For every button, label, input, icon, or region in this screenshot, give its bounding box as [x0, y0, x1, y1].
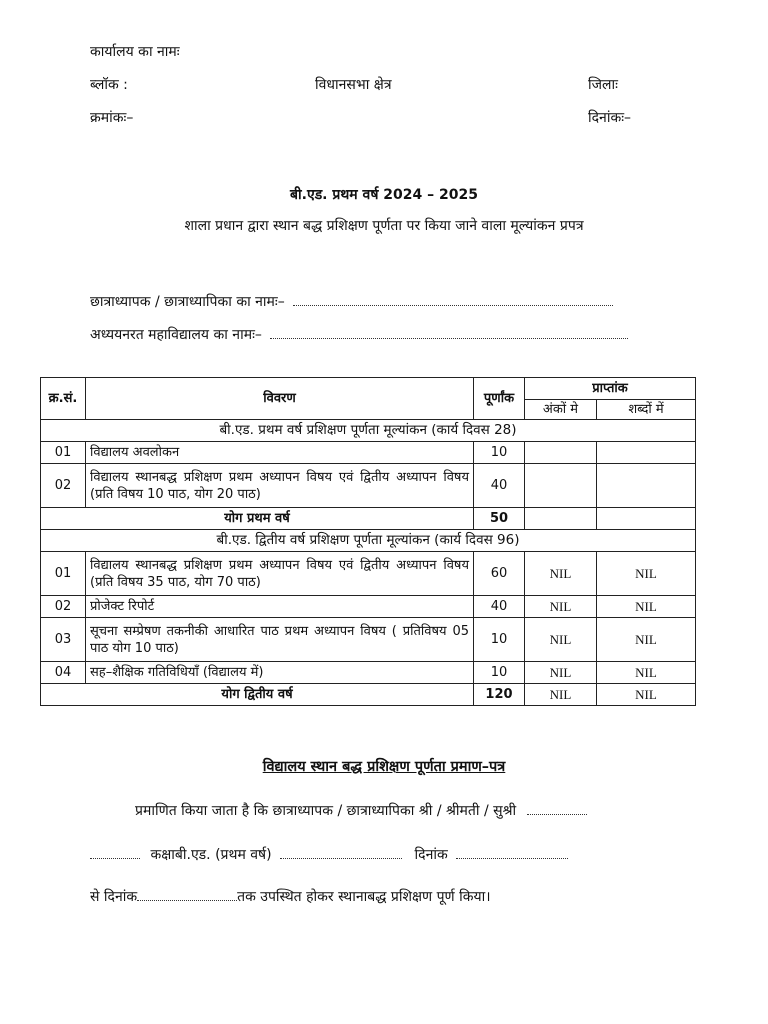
certificate-line-1 — [135, 801, 587, 820]
row-serial: 01 — [41, 442, 86, 464]
college-name-field — [90, 325, 628, 344]
row-num — [525, 464, 597, 508]
row-words: NIL — [597, 596, 696, 618]
total-num: NIL — [525, 684, 597, 706]
certificate-line-3-text: तक उपस्थित होकर स्थानाबद्ध प्रशिक्षण पूर्ण किया। — [237, 889, 491, 905]
college-name-blank — [270, 326, 628, 339]
row-words: NIL — [597, 618, 696, 662]
constituency-label: विधानसभा क्षेत्र — [315, 77, 392, 93]
college-name-label: अध्ययनरत महाविद्यालय का नामः– — [90, 327, 262, 343]
trainee-name-blank-2 — [527, 802, 587, 815]
row-words: NIL — [597, 552, 696, 596]
section1-title-row — [41, 420, 696, 442]
trainee-name-label: छात्राध्यापक / छात्राध्यापिका का नामः– — [90, 294, 285, 310]
table-row — [41, 442, 696, 464]
trainee-name-field — [90, 292, 613, 311]
header-in-words: शब्दों में — [597, 400, 696, 420]
total-words — [597, 508, 696, 530]
row-max: 60 — [474, 552, 525, 596]
row-num: NIL — [525, 662, 597, 684]
row-words — [597, 464, 696, 508]
form-title: बी.एड. प्रथम वर्ष 2024 – 2025 — [290, 187, 478, 203]
from-date-blank — [137, 888, 237, 901]
date-label-2: दिनांक — [414, 847, 448, 863]
total-num — [525, 508, 597, 530]
row-serial: 02 — [41, 596, 86, 618]
total-label: योग प्रथम वर्ष — [41, 508, 474, 530]
row-serial: 01 — [41, 552, 86, 596]
block-label: ब्लॉक : — [90, 77, 128, 93]
date-blank — [456, 846, 568, 859]
row-max: 40 — [474, 464, 525, 508]
table-row — [41, 464, 696, 508]
row-words: NIL — [597, 662, 696, 684]
certificate-line-1-text: प्रमाणित किया जाता है कि छात्राध्यापक / छात्राध्यापिका श्री / श्रीमती / सुश्री — [135, 803, 517, 819]
table-row — [41, 596, 696, 618]
row-text: सूचना सम्प्रेषण तकनीकी आधारित पाठ प्रथम अध्यापन विषय ( प्रतिविषय 05 पाठ योग 10 पाठ) — [86, 618, 474, 662]
row-serial: 03 — [41, 618, 86, 662]
certificate-line-3 — [90, 887, 491, 906]
table-row — [41, 552, 696, 596]
row-serial: 04 — [41, 662, 86, 684]
section1-total-row — [41, 508, 696, 530]
class-blank — [280, 846, 402, 859]
header-max-marks: पूर्णांक — [474, 378, 525, 420]
section1-title: बी.एड. प्रथम वर्ष प्रशिक्षण पूर्णता मूल्यांकन (कार्य दिवस 28) — [41, 420, 696, 442]
row-num: NIL — [525, 552, 597, 596]
total-max: 120 — [474, 684, 525, 706]
evaluation-table — [40, 377, 696, 706]
table-header-row — [41, 378, 696, 400]
section2-total-row — [41, 684, 696, 706]
total-max: 50 — [474, 508, 525, 530]
date-label: दिनांकः– — [588, 110, 632, 126]
certificate-line-2 — [90, 845, 568, 864]
row-serial: 02 — [41, 464, 86, 508]
serial-number-label: क्रमांकः– — [90, 110, 134, 126]
total-words: NIL — [597, 684, 696, 706]
section2-title: बी.एड. द्वितीय वर्ष प्रशिक्षण पूर्णता मूल्यांकन (कार्य दिवस 96) — [41, 530, 696, 552]
row-text: विद्यालय स्थानबद्ध प्रशिक्षण प्रथम अध्यापन विषय एवं द्वितीय अध्यापन विषय (प्रति विषय 35 पाठ, योग 70 पाठ) — [86, 552, 474, 596]
roll-blank — [90, 846, 140, 859]
section2-title-row — [41, 530, 696, 552]
header-details: विवरण — [86, 378, 474, 420]
trainee-name-blank — [293, 293, 613, 306]
header-serial: क्र.सं. — [41, 378, 86, 420]
from-date-label: से दिनांक — [90, 889, 138, 905]
row-text: प्रोजेक्ट रिपोर्ट — [86, 596, 474, 618]
table-row — [41, 662, 696, 684]
row-max: 10 — [474, 618, 525, 662]
row-num: NIL — [525, 618, 597, 662]
row-words — [597, 442, 696, 464]
row-text: सह–शैक्षिक गतिविधियाँ (विद्यालय में) — [86, 662, 474, 684]
form-subtitle: शाला प्रधान द्वारा स्थान बद्ध प्रशिक्षण पूर्णता पर किया जाने वाला मूल्यांकन प्रपत्र — [184, 218, 584, 234]
table-row — [41, 618, 696, 662]
office-name-label: कार्यालय का नामः — [90, 44, 180, 60]
header-in-numbers: अंकों मे — [525, 400, 597, 420]
row-max: 40 — [474, 596, 525, 618]
row-max: 10 — [474, 662, 525, 684]
row-num: NIL — [525, 596, 597, 618]
row-num — [525, 442, 597, 464]
row-text: विद्यालय अवलोकन — [86, 442, 474, 464]
district-label: जिलाः — [588, 77, 618, 93]
class-label: कक्षाबी.एड. (प्रथम वर्ष) — [150, 847, 272, 863]
total-label: योग द्वितीय वर्ष — [41, 684, 474, 706]
certificate-title: विद्यालय स्थान बद्ध प्रशिक्षण पूर्णता प्रमाण–पत्र — [262, 759, 506, 775]
row-max: 10 — [474, 442, 525, 464]
header-obtained: प्राप्तांक — [525, 378, 696, 400]
row-text: विद्यालय स्थानबद्ध प्रशिक्षण प्रथम अध्यापन विषय एवं द्वितीय अध्यापन विषय (प्रति विषय 10 पाठ, योग 20 पाठ) — [86, 464, 474, 508]
